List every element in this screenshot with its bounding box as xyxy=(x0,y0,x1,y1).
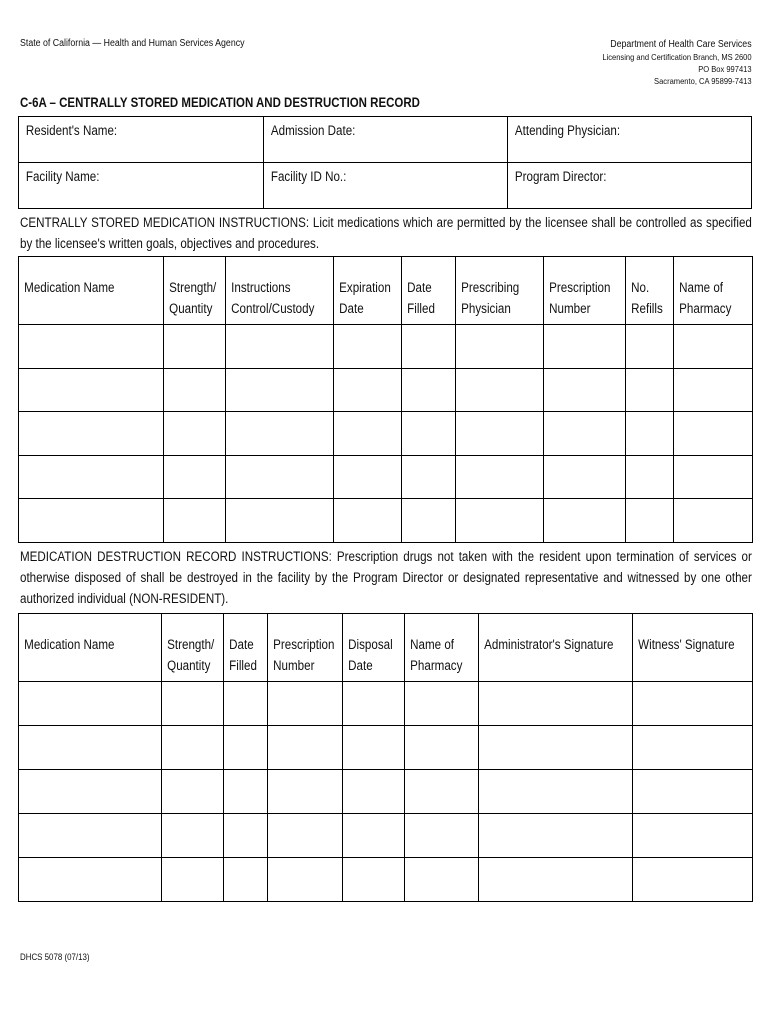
entry-cell[interactable] xyxy=(334,455,402,499)
table-row xyxy=(19,412,753,456)
entry-cell[interactable] xyxy=(226,499,334,543)
storage-instructions xyxy=(20,212,752,254)
entry-cell[interactable] xyxy=(402,325,456,369)
entry-cell[interactable] xyxy=(19,412,164,456)
entry-cell[interactable] xyxy=(268,682,343,726)
resident-name-label: Resident's Name: xyxy=(25,123,118,138)
form-code: DHCS 5078 (07/13) xyxy=(20,952,90,962)
attending-physician-field[interactable] xyxy=(508,117,751,163)
table-row xyxy=(19,499,753,543)
table-row xyxy=(19,325,753,369)
entry-cell[interactable] xyxy=(19,814,162,858)
entry-cell[interactable] xyxy=(224,770,268,814)
entry-cell[interactable] xyxy=(633,726,753,770)
entry-cell[interactable] xyxy=(544,499,626,543)
entry-cell[interactable] xyxy=(626,325,674,369)
col-prescription-number: Prescription Number xyxy=(268,614,343,682)
branch-name: Licensing and Certification Branch, MS 2600 xyxy=(602,52,752,62)
entry-cell[interactable] xyxy=(162,814,224,858)
col-witness-signature: Witness' Signature xyxy=(633,614,753,682)
entry-cell[interactable] xyxy=(224,814,268,858)
entry-cell[interactable] xyxy=(633,770,753,814)
col-strength-quantity: Strength/ Quantity xyxy=(162,614,224,682)
entry-cell[interactable] xyxy=(19,368,164,412)
entry-cell[interactable] xyxy=(164,325,226,369)
col-date-filled: Date Filled xyxy=(402,257,456,325)
entry-cell[interactable] xyxy=(268,814,343,858)
storage-instructions-text: CENTRALLY STORED MEDICATION INSTRUCTIONS: Licit medications which are permitted by the licensee shall be controlled as specified by the licensee's written goals, objectives and procedures. xyxy=(20,215,752,251)
entry-cell[interactable] xyxy=(19,325,164,369)
entry-cell[interactable] xyxy=(402,499,456,543)
entry-cell[interactable] xyxy=(633,814,753,858)
entry-cell[interactable] xyxy=(405,770,479,814)
admission-date-label: Admission Date: xyxy=(270,123,356,138)
entry-cell[interactable] xyxy=(226,455,334,499)
entry-cell[interactable] xyxy=(626,455,674,499)
attending-physician-label: Attending Physician: xyxy=(514,123,621,138)
entry-cell[interactable] xyxy=(405,814,479,858)
department-name: Department of Health Care Services xyxy=(610,39,752,50)
entry-cell[interactable] xyxy=(456,368,544,412)
col-name-of-pharmacy: Name of Pharmacy xyxy=(674,257,753,325)
entry-cell[interactable] xyxy=(268,770,343,814)
entry-cell[interactable] xyxy=(544,325,626,369)
destruction-header-row xyxy=(19,614,753,682)
entry-cell[interactable] xyxy=(19,726,162,770)
col-strength-quantity: Strength/ Quantity xyxy=(164,257,226,325)
entry-cell[interactable] xyxy=(479,682,633,726)
col-medication-name: Medication Name xyxy=(19,614,162,682)
entry-cell[interactable] xyxy=(226,412,334,456)
city-line: Sacramento, CA 95899-7413 xyxy=(654,76,752,86)
department-address xyxy=(603,38,752,87)
entry-cell[interactable] xyxy=(456,412,544,456)
entry-cell[interactable] xyxy=(633,858,753,902)
resident-name-field[interactable] xyxy=(19,117,264,163)
entry-cell[interactable] xyxy=(405,858,479,902)
col-expiration-date: Expiration Date xyxy=(334,257,402,325)
entry-cell[interactable] xyxy=(626,412,674,456)
entry-cell[interactable] xyxy=(334,412,402,456)
facility-name-label: Facility Name: xyxy=(25,169,100,184)
entry-cell[interactable] xyxy=(343,814,405,858)
entry-cell[interactable] xyxy=(674,412,753,456)
agency-name: State of California — Health and Human Services Agency xyxy=(20,38,245,49)
destruction-table xyxy=(18,613,753,902)
entry-cell[interactable] xyxy=(402,368,456,412)
entry-cell[interactable] xyxy=(164,455,226,499)
entry-cell[interactable] xyxy=(224,726,268,770)
resident-info-grid xyxy=(18,116,752,209)
entry-cell[interactable] xyxy=(544,368,626,412)
entry-cell[interactable] xyxy=(334,499,402,543)
entry-cell[interactable] xyxy=(626,368,674,412)
destruction-instructions-text: MEDICATION DESTRUCTION RECORD INSTRUCTIONS: Prescription drugs not taken with the resident upon termination of services or otherwise disposed of shall be destroyed in the facility by the Program Director or designated representative and witnessed by one other authorized individual (NON-RESIDENT). xyxy=(20,549,752,606)
entry-cell[interactable] xyxy=(626,499,674,543)
storage-header-row xyxy=(19,257,753,325)
table-row xyxy=(19,368,753,412)
entry-cell[interactable] xyxy=(343,770,405,814)
program-director-field[interactable] xyxy=(508,163,751,208)
entry-cell[interactable] xyxy=(479,814,633,858)
entry-cell[interactable] xyxy=(405,726,479,770)
entry-cell[interactable] xyxy=(19,682,162,726)
entry-cell[interactable] xyxy=(544,412,626,456)
col-disposal-date: Disposal Date xyxy=(343,614,405,682)
entry-cell[interactable] xyxy=(19,858,162,902)
table-row xyxy=(19,726,753,770)
col-administrator-signature: Administrator's Signature xyxy=(479,614,633,682)
entry-cell[interactable] xyxy=(633,682,753,726)
entry-cell[interactable] xyxy=(405,682,479,726)
col-medication-name: Medication Name xyxy=(19,257,164,325)
entry-cell[interactable] xyxy=(268,858,343,902)
col-prescription-number: Prescription Number xyxy=(544,257,626,325)
entry-cell[interactable] xyxy=(479,726,633,770)
admission-date-field[interactable] xyxy=(264,117,508,163)
entry-cell[interactable] xyxy=(19,455,164,499)
entry-cell[interactable] xyxy=(164,368,226,412)
entry-cell[interactable] xyxy=(343,682,405,726)
entry-cell[interactable] xyxy=(544,455,626,499)
entry-cell[interactable] xyxy=(343,858,405,902)
entry-cell[interactable] xyxy=(19,770,162,814)
table-row xyxy=(19,682,753,726)
entry-cell[interactable] xyxy=(164,412,226,456)
table-row xyxy=(19,858,753,902)
entry-cell[interactable] xyxy=(224,682,268,726)
entry-cell[interactable] xyxy=(162,726,224,770)
entry-cell[interactable] xyxy=(334,368,402,412)
entry-cell[interactable] xyxy=(162,682,224,726)
entry-cell[interactable] xyxy=(162,858,224,902)
entry-cell[interactable] xyxy=(674,499,753,543)
table-row xyxy=(19,455,753,499)
facility-name-field[interactable] xyxy=(19,163,264,208)
col-name-of-pharmacy: Name of Pharmacy xyxy=(405,614,479,682)
destruction-instructions xyxy=(20,546,752,609)
entry-cell[interactable] xyxy=(674,325,753,369)
entry-cell[interactable] xyxy=(343,726,405,770)
storage-table xyxy=(18,256,753,543)
program-director-label: Program Director: xyxy=(514,169,607,184)
entry-cell[interactable] xyxy=(479,858,633,902)
col-date-filled: Date Filled xyxy=(224,614,268,682)
entry-cell[interactable] xyxy=(226,325,334,369)
entry-cell[interactable] xyxy=(402,455,456,499)
facility-id-field[interactable] xyxy=(264,163,508,208)
table-row xyxy=(19,770,753,814)
entry-cell[interactable] xyxy=(162,770,224,814)
entry-cell[interactable] xyxy=(226,368,334,412)
entry-cell[interactable] xyxy=(456,455,544,499)
col-instructions: Instructions Control/Custody xyxy=(226,257,334,325)
form-title: C-6A – CENTRALLY STORED MEDICATION AND DESTRUCTION RECORD xyxy=(20,94,420,110)
entry-cell[interactable] xyxy=(268,726,343,770)
entry-cell[interactable] xyxy=(224,858,268,902)
entry-cell[interactable] xyxy=(164,499,226,543)
entry-cell[interactable] xyxy=(19,499,164,543)
entry-cell[interactable] xyxy=(456,325,544,369)
facility-id-label: Facility ID No.: xyxy=(270,169,347,184)
po-box: PO Box 997413 xyxy=(698,64,752,74)
entry-cell[interactable] xyxy=(456,499,544,543)
entry-cell[interactable] xyxy=(334,325,402,369)
col-prescribing-physician: Prescribing Physician xyxy=(456,257,544,325)
entry-cell[interactable] xyxy=(479,770,633,814)
entry-cell[interactable] xyxy=(674,455,753,499)
col-no-refills: No. Refills xyxy=(626,257,674,325)
entry-cell[interactable] xyxy=(402,412,456,456)
table-row xyxy=(19,814,753,858)
entry-cell[interactable] xyxy=(674,368,753,412)
